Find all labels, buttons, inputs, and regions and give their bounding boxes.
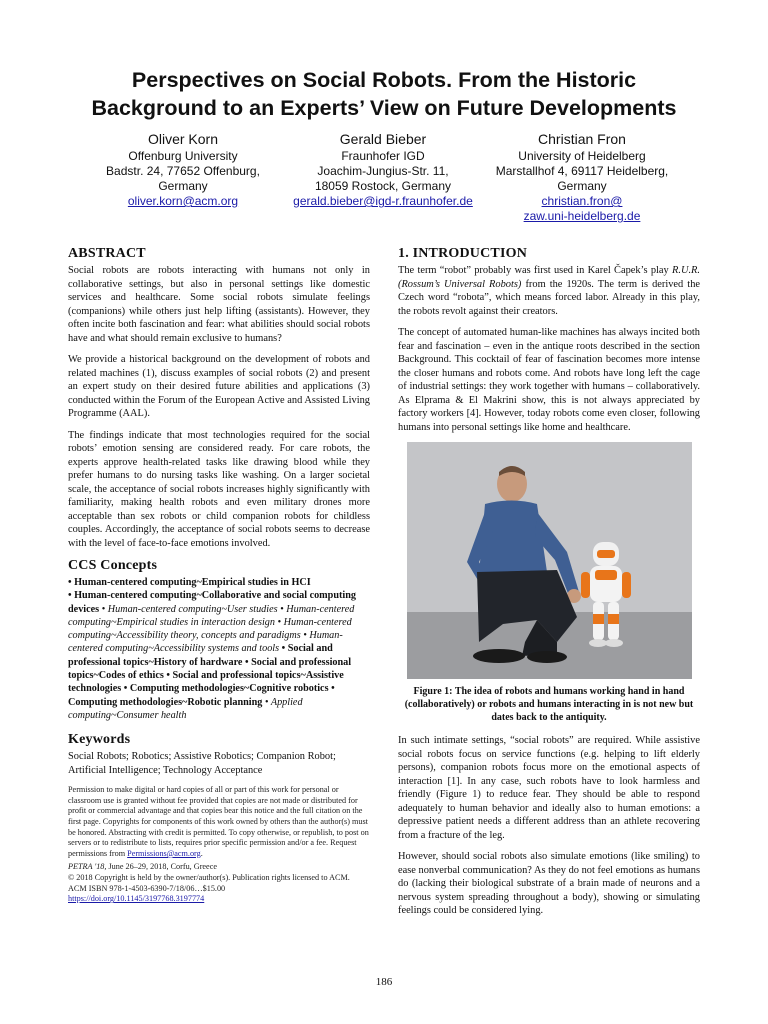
title-line-2: Background to an Experts’ View on Future Developments [91, 96, 677, 120]
intro-paragraph-4: However, should social robots also simulate emotions (like smiling) to ease nonverbal communication? As they do not feel emotions as humans do (lacking their biological substrate of a brain made of neurons and a nervous system spreading throughout a body), showing or simulating feelings could be considered lying. [398, 851, 700, 916]
permission-text: Permission to make digital or hard copies of all or part of this work for personal or classroom use is granted without fee provided that copies are not made or distributed for profit or commercial advantage and that copies bear this notice and the full citation on the first page. Copyrights for components of this work owned by others than the author(s) must be honored. Abstracting with credit is permitted. To copy otherwise, or republish, to post on servers or to redistribute to lists, requires prior specific permission and/or a fee. Request permissions from [68, 785, 369, 858]
permission-block: Permission to make digital or hard copies of all or part of this work for personal or classroom use is granted without fee provided that copies are not made or distributed for profit or commercial advantage and that copies bear this notice and the full citation on the first page. Copyrights for components of this work owned by others than the author(s) must be honored. Abstracting with credit is permitted. To copy otherwise, or republish, to post on servers or to redistribute to lists, requires prior specific permission and/or a fee. Request permissions from Permissions@acm.org. PETRA '18, June 26–29, 2018, Corfu, Greece © 2018 Copyright is held by the owner/author(s). Publication rights licensed to ACM. ACM ISBN 978-1-4503-6390-7/18/06…$15.00 https://doi.org/10.1145/3197768.3197774 [68, 785, 369, 904]
page-number: 186 [375, 976, 393, 988]
abstract-heading: ABSTRACT [68, 246, 146, 261]
keywords-heading: Keywords [68, 732, 131, 748]
ccs-item: • Social and professional topics~Assistive technologies [68, 670, 344, 695]
doi-link[interactable]: https://doi.org/10.1145/3197768.3197774 [68, 894, 205, 904]
left-column [68, 246, 370, 908]
ccs-item: • Human-centered computing~User studies [101, 603, 278, 615]
ccs-item: • Human-centered computing~Empirical studies in HCI [68, 577, 311, 588]
ccs-item: • Computing methodologies~Cognitive robotics [123, 683, 329, 695]
email-line-1: christian.fron@ [541, 194, 623, 208]
author-affiliation: Fraunhofer IGD [341, 149, 425, 163]
ccs-item: • Applied computing~Consumer health [68, 696, 303, 721]
intro-paragraph-2: The concept of automated human-like machines has always incited both fear and fascination – even in the antique roots described in the section Background. This cocktail of fear of fascination becomes more intense the closer humans and robots come. And robots have long left the cage of industrial settings: they work together with humans – collaboratively. As Elprama & El Makrini show, this is not always appreciated by factory workers [4]. However, today robots come even closer, following humans into personal settings like home and healthcare. [398, 327, 700, 433]
author-affiliation: Offenburg University [128, 149, 238, 163]
ccs-item: • Computing methodologies~Robotic planning [68, 683, 335, 708]
author-country: Germany [557, 179, 607, 193]
abstract-paragraph-1: Social robots are robots interacting with humans not only in collaborative settings, but also in personal settings like domestic services and healthcare. Some social robots simulate feelings (companions) while others just help lifting (assistants). However, they often incite both fascination and fear: what abilities should social robots have and what should remain exclusive to humans? [68, 265, 370, 344]
author-korn [68, 130, 298, 209]
author-email-link[interactable]: gerald.bieber@igd-r.fraunhofer.de [293, 194, 473, 208]
author-country: Germany [158, 179, 208, 193]
author-address: Marstallhof 4, 69117 Heidelberg, [495, 164, 669, 178]
venue-name: PETRA '18, [68, 862, 107, 872]
author-country: 18059 Rostock, Germany [314, 179, 452, 193]
ccs-item: • Social and professional topics~History of hardware [68, 643, 333, 668]
author-address: Badstr. 24, 77652 Offenburg, [106, 164, 260, 178]
title-line-1: Perspectives on Social Robots. From the Historic [131, 68, 637, 92]
intro-paragraph-1: The term “robot” probably was first used in Karel Čapek’s play R.U.R. (Rossum’s Universal Robots) from the 1920s. The term is derived the Czech word “robota”, which means forced labor. Already in this play, the robots revolt against their creators. [398, 265, 700, 317]
figure-1-photo [407, 442, 692, 679]
ccs-item: • Human-centered computing~Accessibility theory, concepts and paradigms [68, 616, 352, 642]
author-email-link[interactable] [467, 194, 697, 224]
author-fron [467, 130, 697, 224]
isbn-text: ACM ISBN 978-1-4503-6390-7/18/06…$15.00 [68, 883, 226, 893]
author-bieber [268, 130, 498, 209]
copyright-text: © 2018 Copyright is held by the owner/author(s). Publication rights licensed to ACM. [68, 873, 350, 883]
ccs-heading: CCS Concepts [68, 558, 158, 573]
author-affiliation: University of Heidelberg [518, 149, 646, 163]
venue-details: June 26–29, 2018, Corfu, Greece [106, 862, 217, 872]
photo-man-with-robot [407, 442, 692, 679]
abstract-paragraph-3: The findings indicate that most technologies required for the social robots’ emotion sensing are considered ready. For care robots, the experts approve health-related tasks like drawing blood while they prefer humans to do nursing tasks like washing. On a larger societal scale, the acceptance of social robots increases highly significantly with familiarity, making health robots and even military drones more acceptable than sex robots or child companion robots for childless couples. Accordingly, the acceptance of social robots seems to decrease with the level of face-to-face emotions involved. [68, 429, 370, 549]
figure-1-caption: Figure 1: The idea of robots and humans working hand in hand (collaboratively) or robots and humans interacting in is not new but dates back to the antiquity. [404, 686, 694, 723]
author-name: Gerald Bieber [339, 131, 427, 147]
ccs-item: • Human-centered computing~Empirical studies in interaction design [68, 603, 355, 628]
play-title: R.U.R. (Rossum’s Universal Robots) [398, 265, 700, 290]
author-name: Oliver Korn [147, 131, 219, 147]
ccs-item: • Human-centered computing~Collaborative and social computing devices [68, 590, 356, 615]
email-line-2: zaw.uni-heidelberg.de [523, 209, 641, 223]
author-name: Christian Fron [538, 131, 626, 147]
keywords-text: Social Robots; Robotics; Assistive Robotics; Companion Robot; Artificial Intelligence; Technology Acceptance [68, 751, 336, 776]
author-email-link[interactable]: oliver.korn@acm.org [127, 194, 239, 208]
paper-title [0, 66, 768, 122]
intro-paragraph-3: In such intimate settings, “social robots” are required. While assistive social robots focus on service functions (e.g. helping to lift elderly persons), companion robots focus more on the emotional aspects of interaction [1]. In any case, such robots have to look harmless and friendly (Figure 1) to reduce fear. They should be able to respond adequately to human behavior and ideally also to human emotions: a depressive patient needs a different address than an athlete recovering from a fracture of the leg. [398, 735, 700, 841]
ccs-concepts-list [68, 576, 370, 722]
author-address: Joachim-Jungius-Str. 11, [317, 164, 449, 178]
ccs-item: • Human-centered computing~Accessibility systems and tools [68, 630, 343, 655]
abstract-paragraph-2: We provide a historical background on the development of robots and related machines (1), discuss examples of social robots (2) and present an expert study on their desired future abilities and applications (3) conducted within the Forum of the European Active and Assisted Living Programme (AAL). [68, 354, 370, 419]
right-column [398, 246, 700, 926]
introduction-heading: 1. INTRODUCTION [398, 246, 528, 261]
ccs-item: • Social and professional topics~Codes of ethics [68, 656, 352, 682]
permissions-email-link[interactable]: Permissions@acm.org [127, 848, 201, 858]
